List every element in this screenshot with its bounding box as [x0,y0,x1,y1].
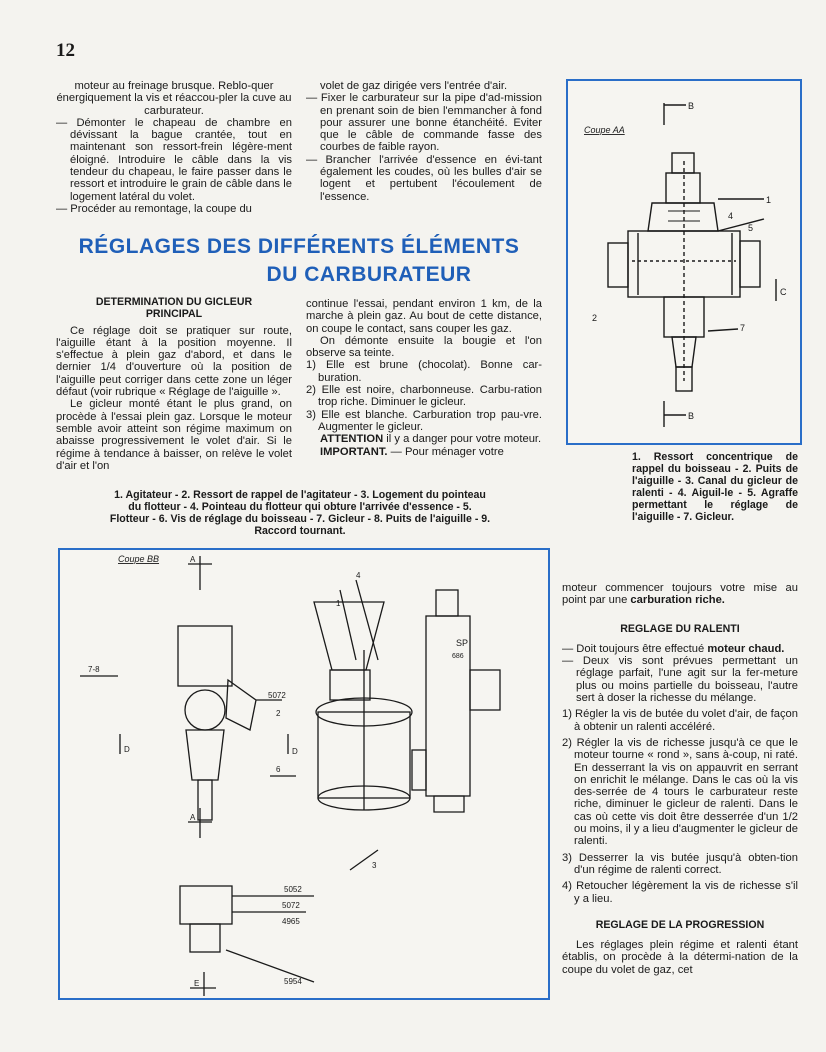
attention-label: ATTENTION [320,433,384,446]
paragraph: volet de gaz dirigée vers l'entrée d'air. [320,80,508,92]
mark-d-right: D [292,747,298,756]
mark-1: 1 [336,599,341,608]
mark-2: 2 [276,709,281,718]
carburetor-section-aa-drawing [568,81,800,443]
mark-4: 4 [728,211,734,221]
mark-e: E [194,979,200,988]
mark-7-8: 7-8 [88,665,100,674]
list-item: 3) Elle est blanche. Carburation trop pau-vre. Augmenter le gicleur. [306,408,542,433]
paragraph: — Deux vis sont prévues permettant un réglage parfait, l'une agit sur la fer-meture plus ou moins partielle du boisseau, l'autre sert à doser la richesse du mélange. [562,655,798,705]
mark-b-bottom: B [688,411,695,421]
column-2-top [306,80,542,203]
section-title-line-1: RÉGLAGES DES DIFFÉRENTS ÉLÉMENTS [78,235,520,258]
mark-sp: SP [456,638,469,648]
section-gicleur-col1 [56,296,292,472]
mark-5072: 5072 [268,691,286,700]
list-item: 2) Régler la vis de richesse jusqu'à ce que le moteur tourne « rond », sans à-coup, ni raté. En desserrant la vis on appauvrit en serrant on enrichit le mélange. Dans le cas où la vis des-serrée de 4 tours le carburateur reste riche, diminuer le gicleur de ralenti. Dans le cas où cette vis doit être desserrée d'un 1/2 ou moins, il y a lieu d'augmenter le gicleur de ralenti. [562,736,798,848]
mark-a-bottom: A [190,813,196,822]
diagram-coupe-bb [58,548,550,1000]
caption-coupe-aa: 1. Ressort concentrique de rappel du boisseau - 2. Puits de l'aiguille - 3. Canal du gicleur de ralenti - 4. Aiguil-le - 5. Agraffe permettant le réglage de l'aiguille - 7. Gicleur. [632,451,798,523]
intro-text: moteur commencer toujours votre mise au point par une [562,582,798,607]
mark-d-left: D [124,745,130,754]
paragraph [562,643,798,655]
subheading-progression: REGLAGE DE LA PROGRESSION [595,918,765,931]
mark-6: 6 [276,765,281,774]
caption-coupe-bb: 1. Agitateur - 2. Ressort de rappel de l'agitateur - 3. Logement du pointeau du flotteur - 4. Pointeau du flotteur qui obture l'arrivée d'essence - 5. Flotteur - 6. Vis de réglage du boisseau - 7. Gicleur - 8. Puits de l'aiguille - 9. Raccord tournant. [109,489,491,537]
diagram-coupe-aa [566,79,802,445]
mark-686: 686 [452,653,464,660]
list-item: 1) Régler la vis de butée du volet d'air, de façon à obtenir un ralenti accéléré. [562,708,798,733]
paragraph: — Fixer le carburateur sur la pipe d'ad-mission en prenant soin de bien l'emmancher à fond pour assurer une bonne étanchéité. Eviter que le câble de commande fasse des courbes de faible rayon. [306,92,542,154]
intro-bold: carburation riche. [630,594,725,607]
mark-5072-b: 5072 [282,901,300,910]
paragraph [306,446,542,458]
dash1-text: — Doit toujours être effectué [562,642,708,655]
paragraph: Ce réglage doit se pratiquer sur route, l'aiguille étant à la position moyenne. Il s'effectue à plein gaz d'abord, et dans le dernier 1/4 d'ouverture où la position de l'aiguille peut corriger dans cette zone un léger défaut (voir rubrique « Réglage de l'aiguille ». [56,324,292,399]
mark-7: 7 [740,323,746,333]
section-title-line-2: DU CARBURATEUR [266,263,472,286]
paragraph [306,433,542,445]
mark-b-top: B [688,101,695,111]
attention-text: il y a danger pour votre moteur. [383,433,542,446]
paragraph: — Démonter le chapeau de chambre en dévissant la bague crantée, tout en maintenant son ressort-frein légère-ment éloigné. Introduire le câble dans la vis tendeur du chapeau, le faire passer dans le ressort et introduire le grain de câble dans le logement latéral du volet. [56,116,292,203]
important-text: — Pour ménager votre [387,445,504,458]
section-gicleur-col2 [306,298,542,458]
column-1-top [56,80,292,215]
paragraph [562,582,798,607]
paragraph: — Procéder au remontage, la coupe du [56,202,252,215]
list-item: 3) Desserrer la vis butée jusqu'à obten-tion d'un régime de ralenti correct. [562,851,798,876]
paragraph: moteur au freinage brusque. Reblo-quer énergiquement la vis et réaccou-pler la cuve au carburateur. [56,80,292,117]
subheading: PRINCIPAL [145,308,203,321]
paragraph: Les réglages plein régime et ralenti étant établis, on procède à la détermi-nation de la coupe du volet de gaz, cet [562,939,798,976]
mark-5: 5 [748,223,754,233]
important-label: IMPORTANT. [320,445,388,458]
section-title [76,233,522,289]
mark-3: 3 [372,861,377,870]
mark-2: 2 [592,313,598,323]
diagram-label: Coupe BB [118,554,160,564]
list-item: 2) Elle est noire, charbonneuse. Carbu-ration trop riche. Diminuer le gicleur. [306,384,542,409]
subheading-ralenti: REGLAGE DU RALENTI [620,622,740,635]
mark-a: A [190,555,196,564]
dash1-bold: moteur chaud. [707,642,785,655]
mark-4: 4 [356,571,361,580]
list-item: 4) Retoucher légèrement la vis de richesse s'il y a lieu. [562,880,798,905]
mark-c: C [780,287,787,297]
mark-4965: 4965 [282,917,300,926]
mark-5954: 5954 [284,977,302,986]
paragraph: — Brancher l'arrivée d'essence en évi-tant également les coudes, où les bulles d'air se logent et pertubent l'écoulement de l'essence. [306,153,542,203]
subheading: DETERMINATION DU GICLEUR [95,296,253,308]
right-column [562,582,798,976]
list-item: 1) Elle est brune (chocolat). Bonne car-buration. [306,359,542,384]
paragraph: On démonte ensuite la bougie et l'on observe sa teinte. [306,334,542,360]
paragraph: continue l'essai, pendant environ 1 km, de la marche à plein gaz. Au bout de cette distance, on coupe le contact, sans couper les gaz. [306,298,542,335]
diagram-label: Coupe AA [584,125,625,135]
carburetor-section-bb-drawing [60,550,548,998]
paragraph: Le gicleur monté étant le plus grand, on procède à l'essai plein gaz. Lorsque le moteur semble avoir atteint son régime maximum on abaisse progressivement le volet d'air. Si le régime à tendance à baisser, on relève le volet d'air et l'on [56,398,292,472]
page-number: 12 [56,40,75,61]
mark-1: 1 [766,195,772,205]
mark-5052: 5052 [284,885,302,894]
